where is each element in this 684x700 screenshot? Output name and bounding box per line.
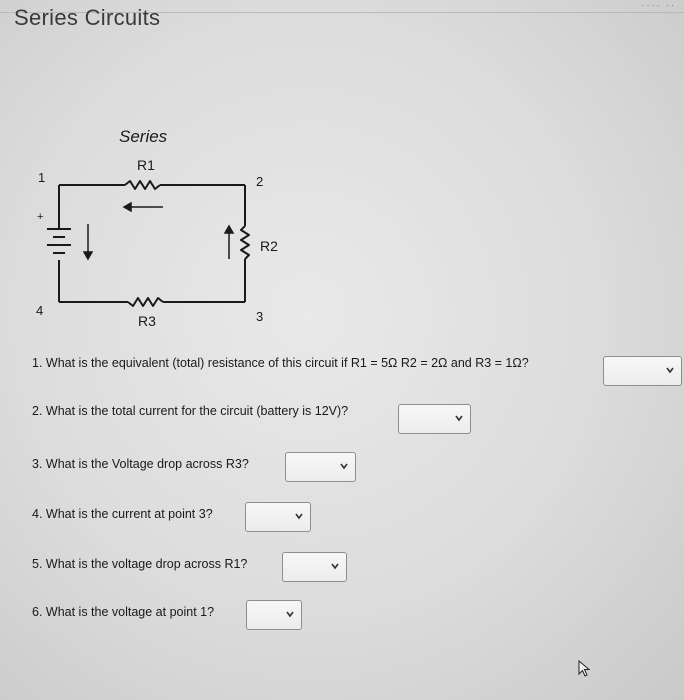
answer-2-dropdown[interactable] [398, 404, 471, 434]
question-4: 4. What is the current at point 3? [32, 507, 213, 521]
label-r2: R2 [260, 238, 278, 254]
point-1-label: 1 [38, 170, 46, 185]
question-6: 6. What is the voltage at point 1? [32, 605, 215, 619]
question-5: 5. What is the voltage drop across R1? [32, 557, 248, 571]
mouse-pointer-icon [578, 660, 592, 678]
point-3-label: 3 [256, 309, 264, 324]
label-r3: R3 [138, 313, 156, 329]
label-r1: R1 [137, 157, 155, 173]
chevron-down-icon [454, 413, 464, 423]
chevron-down-icon [285, 609, 295, 619]
answer-1-dropdown[interactable] [603, 356, 682, 386]
answer-4-dropdown[interactable] [245, 502, 311, 532]
answer-3-dropdown[interactable] [285, 452, 356, 482]
question-3: 3. What is the Voltage drop across R3? [32, 457, 249, 471]
question-1: 1. What is the equivalent (total) resistance of this circuit if R1 = 5Ω R2 = 2Ω and R3 = 1Ω? [32, 356, 529, 370]
chevron-down-icon [339, 461, 349, 471]
chevron-down-icon [294, 511, 304, 521]
question-2: 2. What is the total current for the circuit (battery is 12V)? [32, 404, 349, 418]
point-2-label: 2 [256, 174, 264, 189]
corner-marks: ···· ·· [641, 0, 676, 10]
chevron-down-icon [665, 365, 675, 375]
diagram-title: Series [119, 127, 168, 146]
page-title: Series Circuits [14, 5, 161, 30]
answer-6-dropdown[interactable] [246, 600, 302, 630]
answer-5-dropdown[interactable] [282, 552, 347, 582]
battery-plus-label: + [37, 211, 44, 223]
chevron-down-icon [330, 561, 340, 571]
point-4-label: 4 [36, 303, 44, 318]
